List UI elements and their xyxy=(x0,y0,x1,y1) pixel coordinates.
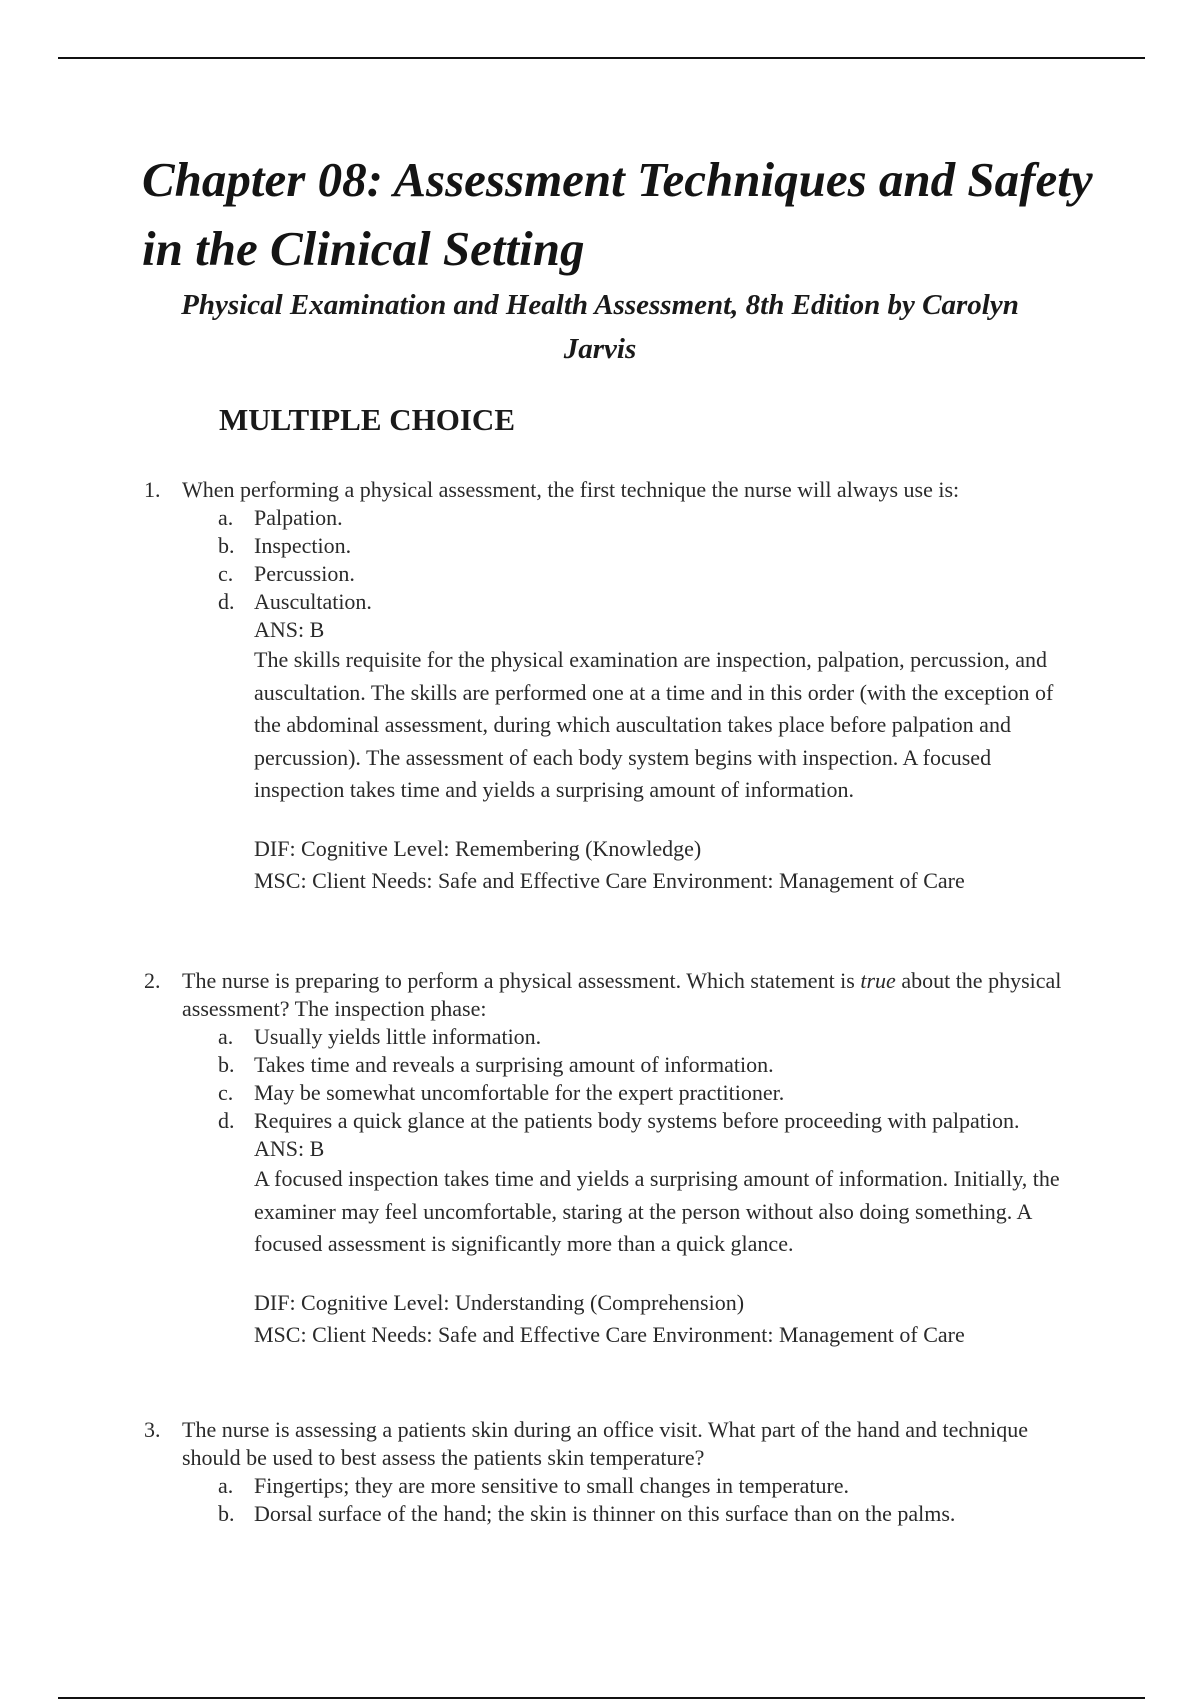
option-text: Usually yields little information. xyxy=(254,1024,542,1049)
answer-key: ANS: B xyxy=(254,1136,325,1161)
option-d xyxy=(144,1107,1074,1135)
option-a xyxy=(144,1472,1074,1500)
question-number: 3. xyxy=(144,1417,161,1442)
question-text: The nurse is assessing a patients skin during an office visit. What part of the hand and technique should be used to best assess the patients skin temperature? xyxy=(182,1417,1028,1470)
difficulty-level: DIF: Cognitive Level: Remembering (Knowledge) xyxy=(254,835,702,861)
option-text: Palpation. xyxy=(254,505,343,530)
option-d xyxy=(144,588,1074,616)
question-text-part: The nurse is preparing to perform a physical assessment. Which statement is xyxy=(182,968,861,993)
option-a xyxy=(144,504,1074,532)
option-text: Takes time and reveals a surprising amount of information. xyxy=(254,1052,774,1077)
option-c xyxy=(144,560,1074,588)
option-b xyxy=(144,1500,1074,1528)
option-text: Inspection. xyxy=(254,533,352,558)
option-a xyxy=(144,1023,1074,1051)
answer-key: ANS: B xyxy=(254,617,325,642)
section-heading: MULTIPLE CHOICE xyxy=(219,402,515,437)
option-text: Percussion. xyxy=(254,561,355,586)
option-letter: a. xyxy=(218,505,234,530)
chapter-title: Chapter 08: Assessment Techniques and Safety in the Clinical Setting xyxy=(142,152,1093,276)
option-b xyxy=(144,532,1074,560)
question-emphasis: true xyxy=(860,968,896,993)
option-letter: a. xyxy=(218,1473,234,1498)
option-letter: d. xyxy=(218,1108,235,1133)
rationale: A focused inspection takes time and yields a surprising amount of information. Initially, the examiner may feel uncomfortable, staring at the person without also doing something. A focused assessment is significantly more than a quick glance. xyxy=(254,1166,1060,1256)
question-1 xyxy=(144,476,1074,897)
option-letter: b. xyxy=(218,533,235,558)
option-b xyxy=(144,1051,1074,1079)
option-text: Requires a quick glance at the patients body systems before proceeding with palpation. xyxy=(254,1108,1020,1133)
option-text: May be somewhat uncomfortable for the expert practitioner. xyxy=(254,1080,785,1105)
option-text: Fingertips; they are more sensitive to small changes in temperature. xyxy=(254,1473,850,1498)
book-subtitle: Physical Examination and Health Assessment, 8th Edition by Carolyn Jarvis xyxy=(181,289,1019,365)
client-needs: MSC: Client Needs: Safe and Effective Care Environment: Management of Care xyxy=(254,867,965,893)
option-letter: c. xyxy=(218,561,234,586)
client-needs: MSC: Client Needs: Safe and Effective Care Environment: Management of Care xyxy=(254,1321,965,1347)
rationale: The skills requisite for the physical examination are inspection, palpation, percussion, and auscultation. The skills are performed one at a time and in this order (with the exception of the abdominal assessment, during which auscultation takes place before palpation and percussion). The assessment of each body system begins with inspection. A focused inspection takes time and yields a surprising amount of information. xyxy=(254,647,1054,802)
question-stem xyxy=(144,967,1074,1023)
top-rule xyxy=(58,57,1145,59)
question-2 xyxy=(144,967,1074,1351)
question-stem xyxy=(144,476,1074,504)
option-c xyxy=(144,1079,1074,1107)
option-text: Auscultation. xyxy=(254,589,372,614)
question-stem xyxy=(144,1416,1074,1472)
option-letter: d. xyxy=(218,589,235,614)
option-letter: b. xyxy=(218,1052,235,1077)
option-letter: b. xyxy=(218,1501,235,1526)
bottom-rule xyxy=(58,1697,1145,1699)
difficulty-level: DIF: Cognitive Level: Understanding (Comprehension) xyxy=(254,1289,745,1315)
option-letter: a. xyxy=(218,1024,234,1049)
question-number: 2. xyxy=(144,968,161,993)
question-number: 1. xyxy=(144,477,161,502)
question-text: When performing a physical assessment, the first technique the nurse will always use is: xyxy=(182,477,960,502)
option-text: Dorsal surface of the hand; the skin is thinner on this surface than on the palms. xyxy=(254,1501,956,1526)
question-text-part: about the physical assessment? The inspection phase: xyxy=(182,968,1062,1021)
option-letter: c. xyxy=(218,1080,234,1105)
question-3 xyxy=(144,1416,1074,1528)
